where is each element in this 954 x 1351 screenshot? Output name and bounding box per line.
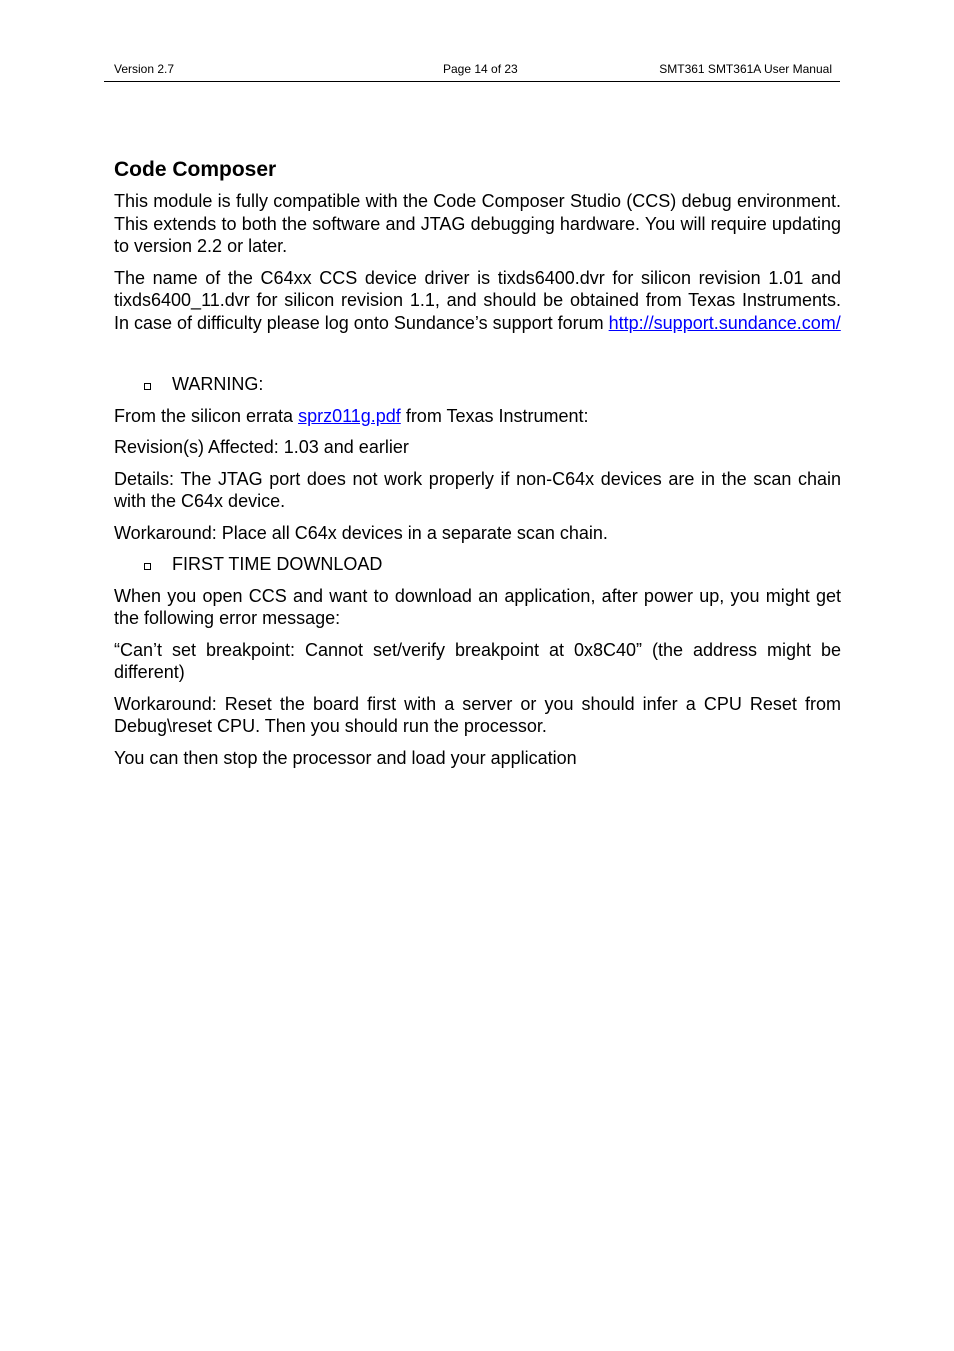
bullet-first-time-download: [114, 553, 841, 576]
bullet-warning-label: WARNING:: [172, 374, 264, 394]
header-doc-title: SMT361 SMT361A User Manual: [659, 62, 832, 76]
section-code-composer: [114, 156, 841, 778]
paragraph-driver: [114, 267, 841, 335]
paragraph-workaround-reset: Workaround: Reset the board first with a server or you should infer a CPU Reset from Debug\reset CPU. Then you should run the processor.: [114, 693, 841, 736]
paragraph-revision: Revision(s) Affected: 1.03 and earlier: [114, 437, 409, 457]
bullet-warning: [114, 373, 841, 396]
errata-text-post: from Texas Instrument:: [400, 405, 589, 426]
square-bullet-icon: [144, 563, 151, 570]
spacer: [114, 343, 841, 373]
square-bullet-icon: [144, 383, 151, 390]
header-page-number: Page 14 of 23: [443, 62, 518, 76]
page-header: [104, 61, 840, 82]
header-version: Version 2.7: [114, 62, 175, 76]
bullet-download-label: FIRST TIME DOWNLOAD: [172, 554, 383, 574]
paragraph-compatibility: This module is fully compatible with the Code Composer Studio (CCS) debug environment. This extends to both the software and JTAG debugging hardware. You will require updating to version 2.2 or later.: [114, 191, 841, 256]
paragraph-workaround-scan-chain: Workaround: Place all C64x devices in a separate scan chain.: [114, 522, 608, 543]
driver-text: The name of the C64xx CCS device driver is tixds6400.dvr for silicon revision 1.01 and tixds6400_11.dvr for silicon revision 1.1, and should be obtained from Texas Instruments. In case of difficulty please log onto Sundance’s support forum: [114, 267, 841, 333]
paragraph-error-message: “Can’t set breakpoint: Cannot set/verify breakpoint at 0x8C40” (the address might be different): [114, 639, 841, 682]
paragraph-load-application: You can then stop the processor and load your application: [114, 747, 577, 768]
support-forum-link[interactable]: http://support.sundance.com/: [608, 312, 841, 333]
paragraph-download: When you open CCS and want to download an application, after power up, you might get the following error message:: [114, 585, 841, 628]
paragraph-errata: [114, 405, 841, 428]
errata-pdf-link[interactable]: sprz011g.pdf: [298, 405, 401, 426]
section-title: Code Composer: [114, 158, 277, 181]
paragraph-details: Details: The JTAG port does not work properly if non-C64x devices are in the scan chain with the C64x device.: [114, 468, 841, 511]
errata-text-pre: From the silicon errata: [114, 405, 299, 426]
